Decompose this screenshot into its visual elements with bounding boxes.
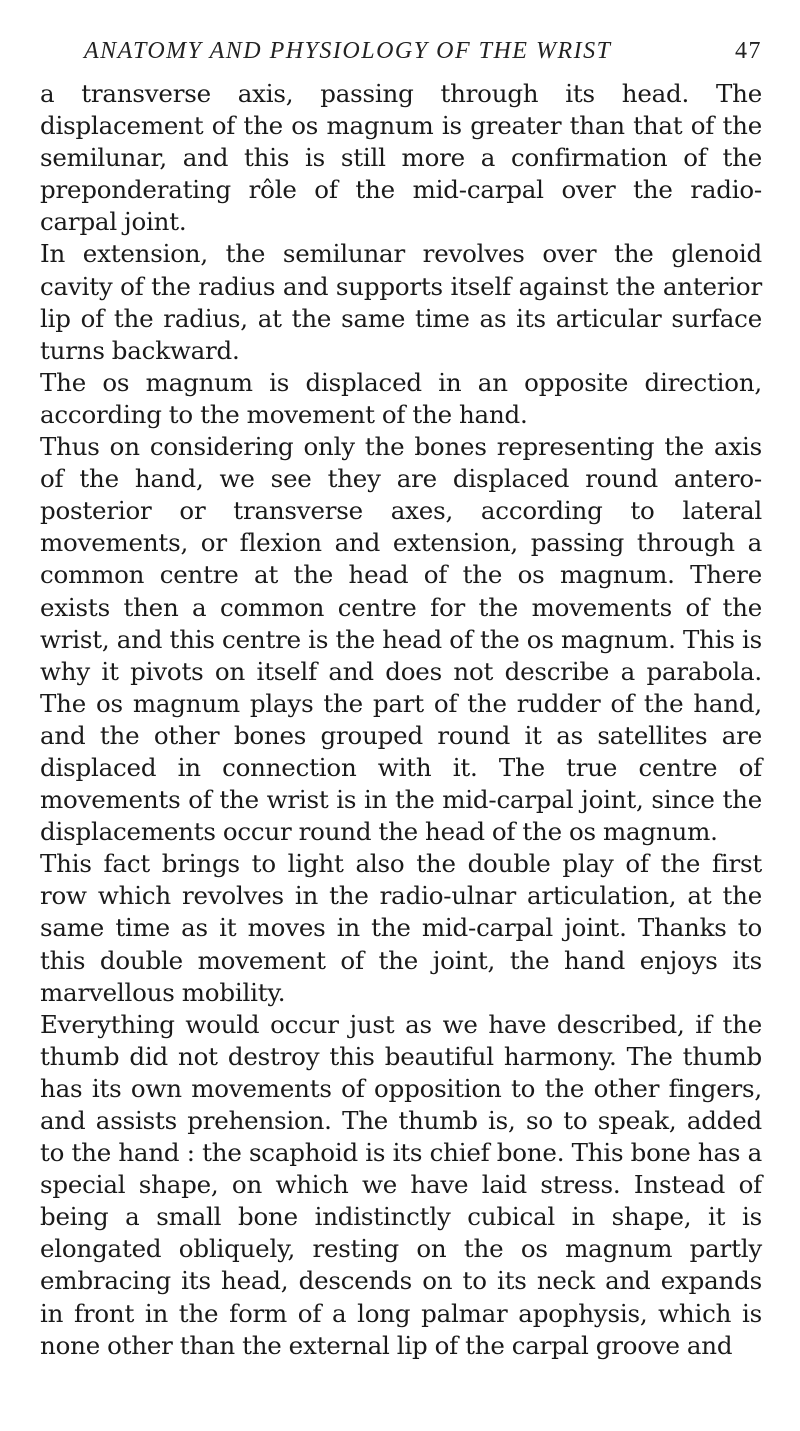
page-number: 47 — [735, 38, 762, 64]
running-head-title: ANATOMY AND PHYSIOLOGY OF THE WRIST — [84, 38, 612, 64]
paragraph-6: Everything would occur just as we have described, if the thumb did not destroy this beautiful harmony. The thumb has its own movements of opposition to the other fingers, and assists prehension. The thumb is, so to speak, added to the hand : the scaphoid is its chief bone. This bone has a special shape, on which we have laid stress. Instead of being a small bone indistinctly cubical in shape, it is elongated obliquely, resting on the os magnum partly embracing its head, descends on to its neck and expands in front in the form of a long palmar apophysis, which is none other than the external lip of the carpal groove and — [40, 1009, 762, 1360]
paragraph-4: Thus on considering only the bones representing the axis of the hand, we see they are displaced round antero-posterior or transverse axes, according to lateral movements, or flexion and extension, passing through a common centre at the head of the os magnum. There exists then a common centre for the movements of the wrist, and this centre is the head of the os magnum. This is why it pivots on itself and does not describe a parabola. The os magnum plays the part of the rudder of the hand, and the other bones grouped round it as satellites are displaced in connection with it. The true centre of movements of the wrist is in the mid-carpal joint, since the displacements occur round the head of the os magnum. — [40, 432, 762, 847]
paragraph-5: This fact brings to light also the double play of the first row which revolves in the radio-ulnar articulation, at the same time as it moves in the mid-carpal joint. Thanks to this double movement of the joint, the hand enjoys its marvellous mobility. — [40, 849, 762, 1007]
book-page — [40, 38, 762, 1362]
running-head — [40, 38, 762, 78]
paragraph-2: In extension, the semilunar revolves over the glenoid cavity of the radius and supports itself against the anterior lip of the radius, at the same time as its articular surface turns backward. — [40, 239, 762, 365]
paragraph-1: a transverse axis, passing through its head. The displacement of the os magnum is greater than that of the semilunar, and this is still more a confirmation of the preponderating rôle of the mid-carpal over the radio-carpal joint. — [40, 79, 762, 237]
paragraph-3: The os magnum is displaced in an opposite direction, according to the movement of the hand. — [40, 367, 762, 429]
body-text — [40, 78, 762, 1362]
